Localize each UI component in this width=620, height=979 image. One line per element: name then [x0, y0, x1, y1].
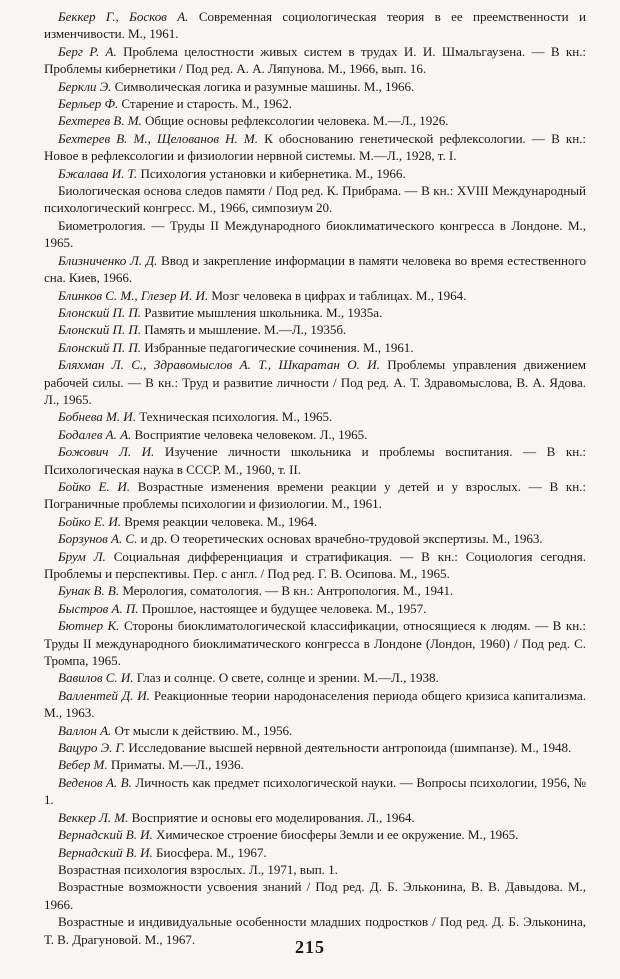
bibliography-entry — [44, 530, 586, 547]
entry-text: Техническая психология. М., 1965. — [139, 409, 333, 425]
entry-text: Социальная дифференциация и стратификация. — В кн.: Социология сегодня. Проблемы и перспективы. Пер. с англ. / Под ред. Г. В. Осипова. М., 1965. — [44, 548, 586, 581]
bibliography-entry — [44, 739, 586, 756]
entry-author: Бляхман Л. С., Здравомыслов А. Т., Шкаратан О. И. — [58, 357, 380, 373]
bibliography-entry — [44, 722, 586, 739]
bibliography-entry — [44, 478, 586, 513]
bibliography-entry — [44, 774, 586, 809]
bibliography-entry — [44, 426, 586, 443]
entry-text: Проблема целостности живых систем в трудах И. И. Шмальгаузена. — В кн.: Проблемы кибернетики / Под ред. А. А. Ляпунова. М., 1966, вып. 16. — [44, 43, 586, 77]
bibliography-entry — [44, 165, 586, 182]
entry-text: Время реакции человека. М., 1964. — [124, 513, 318, 529]
entry-text: Возрастная психология взрослых. Л., 1971, вып. 1. — [58, 861, 338, 877]
entry-text: Возрастные и индивидуальные особенности младших подростков / Под ред. Д. Б. Эльконина, Т. В. Драгуновой. М., 1967. — [44, 914, 586, 947]
bibliography-entry — [44, 304, 586, 321]
entry-author: Бодалев А. А. — [58, 426, 132, 442]
bibliography-entry — [44, 130, 586, 165]
entry-author: Веденов А. В. — [58, 774, 132, 790]
bibliography-entry — [44, 356, 586, 408]
bibliography-entry — [44, 321, 586, 338]
entry-author: Бехтерев В. М., Щелованов Н. М. — [58, 130, 258, 146]
entry-author: Вавилов С. И. — [58, 670, 134, 686]
entry-text: Ввод и закрепление информации в памяти человека во время естественного сна. Киев, 1966. — [44, 252, 586, 286]
entry-text: Прошлое, настоящее и будущее человека. М., 1957. — [141, 600, 427, 616]
entry-author: Бжалава И. Т. — [58, 165, 138, 181]
bibliography-entry — [44, 513, 586, 530]
entry-text: и др. О теоретических основах врачебно-трудовой экспертизы. М., 1963. — [140, 531, 543, 547]
entry-text: Старение и старость. М., 1962. — [121, 96, 292, 112]
bibliography-entry — [44, 408, 586, 425]
bibliography-entry — [44, 809, 586, 826]
entry-author: Беккер Г., Босков А. — [58, 9, 189, 24]
bibliography-entry — [44, 78, 586, 95]
entry-text: Избранные педагогические сочинения. М., 1961. — [144, 339, 414, 355]
bibliography-entry — [44, 339, 586, 356]
bibliography-entry — [44, 844, 586, 861]
entry-text: Стороны биоклиматологической классификации, относящиеся к людям. — В кн.: Труды II международного биоклиматического конгресса в Лондоне (Лондон, 1960) / Под ред. С. Тромпа, 1965. — [44, 618, 586, 669]
bibliography-entry — [44, 756, 586, 773]
bibliography-entry — [44, 548, 586, 583]
entry-author: Берльер Ф. — [58, 96, 119, 112]
entry-text: Восприятие человека человеком. Л., 1965. — [134, 426, 368, 442]
entry-text: Память и мышление. М.—Л., 1935б. — [144, 322, 347, 338]
entry-text: Современная социологическая теория в ее преемственности и изменчивости. М., 1961. — [44, 9, 586, 42]
entry-author: Вацуро Э. Г. — [58, 740, 126, 756]
bibliography-entry — [44, 826, 586, 843]
entry-text: Возрастные возможности усвоения знаний / Под ред. Д. Б. Эльконина, В. В. Давыдова. М., 1966. — [44, 879, 586, 912]
entry-author: Брум Л. — [58, 548, 106, 564]
bibliography-entry — [44, 43, 586, 78]
entry-text: Символическая логика и разумные машины. М., 1966. — [114, 78, 415, 94]
entry-author: Вернадский В. И. — [58, 827, 153, 843]
entry-author: Бютнер К. — [58, 618, 120, 634]
entry-author: Бойко Е. И. — [58, 513, 121, 529]
bibliography-entry — [44, 443, 586, 478]
entry-author: Вебер М. — [58, 757, 108, 773]
bibliography-entry — [44, 617, 586, 669]
entry-author: Божович Л. И. — [58, 444, 155, 460]
entry-author: Близниченко Л. Д. — [58, 252, 158, 268]
entry-author: Бехтерев В. М. — [58, 113, 142, 129]
entry-author: Веккер Л. М. — [58, 809, 129, 825]
bibliography-entry — [44, 600, 586, 617]
entry-text: Развитие мышления школьника. М., 1935а. — [144, 304, 383, 320]
bibliography-entry — [44, 687, 586, 722]
entry-author: Блонский П. П. — [58, 304, 141, 320]
bibliography-list — [44, 8, 586, 948]
entry-text: Приматы. М.—Л., 1936. — [110, 757, 244, 773]
entry-author: Бойко Е. И. — [58, 478, 130, 494]
bibliography-entry — [44, 112, 586, 129]
entry-text: Биометрология. — Труды II Международного биоклиматического конгресса в Лондоне. М., 1965. — [44, 217, 586, 251]
entry-text: Биологическая основа следов памяти / Под ред. К. Прибрама. — В кн.: XVIII Международный психологический конгресс. М., 1966, симпозиум 20. — [44, 183, 586, 216]
entry-author: Борзунов А. С. — [58, 531, 138, 547]
bibliography-entry — [44, 669, 586, 686]
entry-text: От мысли к действию. М., 1956. — [114, 722, 293, 738]
bibliography-entry — [44, 287, 586, 304]
entry-author: Беркли Э. — [58, 78, 112, 94]
bibliography-entry — [44, 878, 586, 913]
entry-text: Мерология, соматология. — В кн.: Антропология. М., 1941. — [122, 583, 454, 599]
entry-text: Химическое строение биосферы Земли и ее окружение. М., 1965. — [156, 827, 519, 843]
entry-author: Валлон А. — [58, 722, 112, 738]
bibliography-entry — [44, 861, 586, 878]
entry-text: Психология установки и кибернетика. М., 1966. — [140, 165, 406, 181]
entry-text: Мозг человека в цифрах и таблицах. М., 1964. — [211, 287, 467, 303]
bibliography-entry — [44, 182, 586, 217]
entry-author: Быстров А. П. — [58, 600, 139, 616]
entry-text: Восприятие и основы его моделирования. Л., 1964. — [131, 809, 415, 825]
bibliography-entry — [44, 95, 586, 112]
entry-text: Биосфера. М., 1967. — [156, 844, 267, 860]
bibliography-entry — [44, 8, 586, 43]
page-number: 215 — [295, 937, 325, 957]
entry-author: Блинков С. М., Глезер И. И. — [58, 287, 209, 303]
entry-text: Возрастные изменения времени реакции у детей и у взрослых. — В кн.: Пограничные проблемы психологии и физиологии. М., 1961. — [44, 478, 586, 512]
entry-author: Блонский П. П. — [58, 339, 141, 355]
entry-author: Бунак В. В. — [58, 583, 120, 599]
entry-author: Бобнева М. И. — [58, 409, 136, 425]
entry-text: Проблемы управления движением рабочей силы. — В кн.: Труд и развитие личности / Под ред. А. Т. Здравомыслова, В. А. Ядова. Л., 1965. — [44, 357, 586, 407]
entry-text: Реакционные теории народонаселения периода общего кризиса капитализма. М., 1963. — [44, 687, 586, 721]
entry-text: Исследование высшей нервной деятельности антропоида (шимпанзе). М., 1948. — [128, 740, 572, 756]
entry-author: Берг Р. А. — [58, 43, 117, 59]
entry-author: Блонский П. П. — [58, 322, 141, 338]
bibliography-entry — [44, 582, 586, 599]
entry-text: К обоснованию генетической рефлексологии. — В кн.: Новое в рефлексологии и физиологии нервной системы. М.—Л., 1928, т. I. — [44, 130, 586, 164]
bibliography-entry — [44, 252, 586, 287]
entry-text: Изучение личности школьника и проблемы воспитания. — В кн.: Психологическая наука в СССР. М., 1960, т. II. — [44, 444, 586, 477]
entry-text: Общие основы рефлексологии человека. М.—Л., 1926. — [145, 113, 449, 129]
entry-text: Личность как предмет психологической науки. — Вопросы психологии, 1956, № 1. — [44, 774, 586, 808]
entry-author: Валлентей Д. И. — [58, 687, 150, 703]
entry-text: Глаз и солнце. О свете, солнце и зрении. М.—Л., 1938. — [136, 670, 439, 686]
bibliography-entry — [44, 217, 586, 252]
entry-author: Вернадский В. И. — [58, 844, 153, 860]
